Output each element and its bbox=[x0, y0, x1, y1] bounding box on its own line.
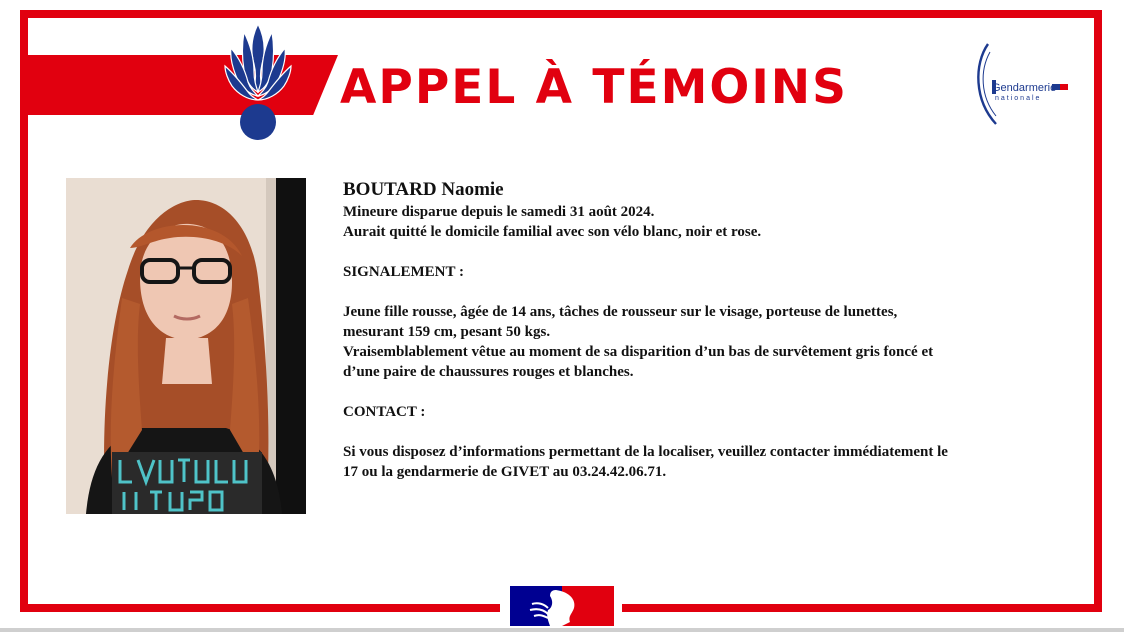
bike-description-line: Aurait quitté le domicile familial avec son vélo blanc, noir et rose. bbox=[343, 224, 762, 240]
frame-top-border bbox=[20, 10, 1102, 18]
missing-person-photo bbox=[66, 178, 306, 514]
spacer bbox=[343, 282, 1043, 302]
spacer bbox=[343, 382, 1043, 402]
logo-subtitle: nationale bbox=[995, 95, 1042, 102]
frame-right-border bbox=[1094, 10, 1102, 612]
signalement-line: Jeune fille rousse, âgée de 14 ans, tâches de rousseur sur le visage, porteuse de lunettes, bbox=[343, 304, 898, 320]
spacer bbox=[343, 242, 1043, 262]
notice-text bbox=[343, 178, 1043, 482]
contact-line: 17 ou la gendarmerie de GIVET au 03.24.42.06.71. bbox=[343, 464, 667, 480]
spacer bbox=[343, 422, 1043, 442]
contact-line: Si vous disposez d’informations permettant de la localiser, veuillez contacter immédiatement le bbox=[343, 444, 948, 460]
marianne-republique-logo bbox=[510, 586, 614, 626]
grenade-flame-icon bbox=[222, 22, 294, 144]
portrait-illustration bbox=[66, 178, 306, 514]
frame-bottom-right-border bbox=[622, 604, 1102, 612]
signalement-heading: SIGNALEMENT : bbox=[343, 264, 464, 280]
frame-left-border bbox=[20, 10, 28, 612]
frame-bottom-left-border bbox=[20, 604, 500, 612]
contact-heading: CONTACT : bbox=[343, 404, 426, 420]
signalement-line: d’une paire de chaussures rouges et blanches. bbox=[343, 364, 634, 380]
logo-name: Gendarmerie bbox=[992, 82, 1057, 94]
bottom-divider bbox=[0, 628, 1124, 632]
signalement-line: mesurant 159 cm, pesant 50 kgs. bbox=[343, 324, 551, 340]
person-name: BOUTARD Naomie bbox=[343, 179, 504, 200]
page-title: APPEL À TÉMOINS bbox=[340, 60, 848, 115]
disappearance-date-line: Mineure disparue depuis le samedi 31 août 2024. bbox=[343, 204, 655, 220]
signalement-line: Vraisemblablement vêtue au moment de sa disparition d’un bas de survêtement gris foncé et bbox=[343, 344, 934, 360]
